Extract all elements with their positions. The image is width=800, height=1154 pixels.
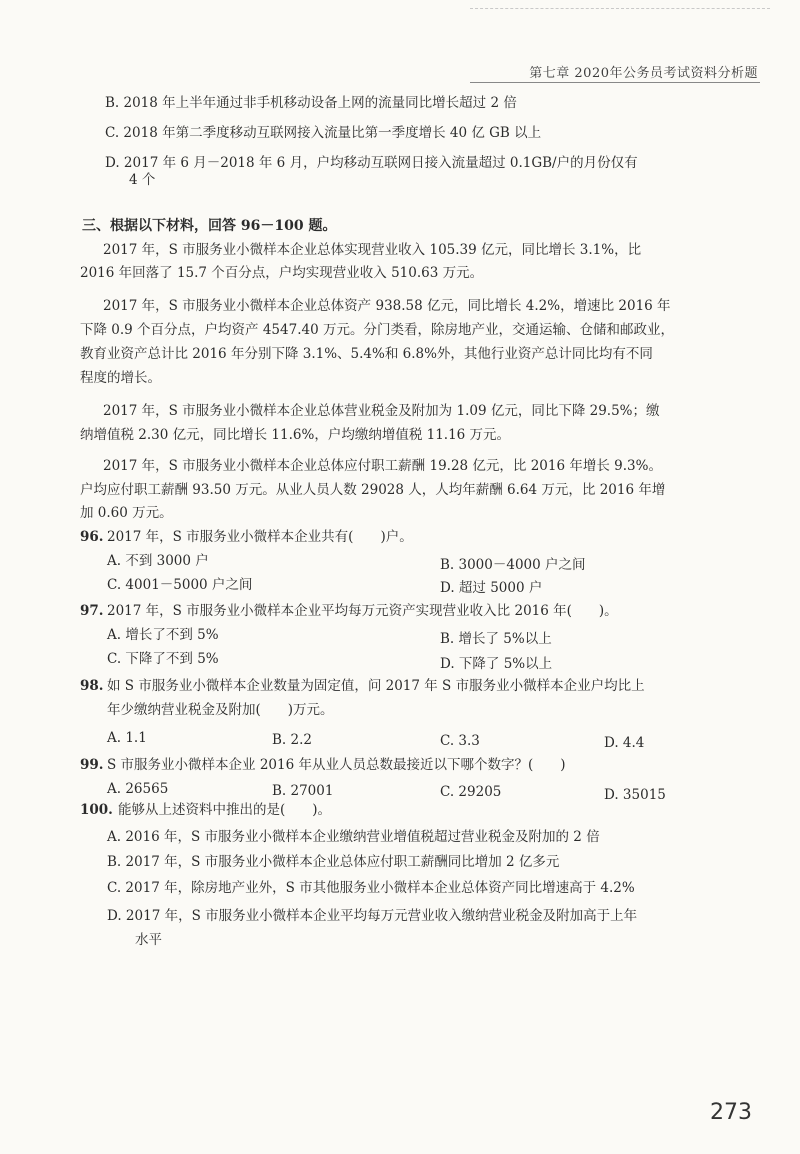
q96-option-b[interactable]: B. 3000－4000 户之间 — [440, 557, 586, 573]
material-p4-line2: 户均应付职工薪酬 93.50 万元。从业人员人数 29028 人，人均年薪酬 6.64 万元，比 2016 年增 — [80, 482, 666, 498]
material-p2-line4: 程度的增长。 — [80, 370, 161, 386]
q96-number: 96. — [80, 529, 104, 545]
prev-option-b: B. 2018 年上半年通过非手机移动设备上网的流量同比增长超过 2 倍 — [105, 95, 517, 111]
q100-number: 100. — [80, 802, 113, 818]
q99-option-a[interactable]: A. 26565 — [107, 781, 169, 797]
q98-number: 98. — [80, 678, 104, 694]
q98-stem-line1: 如 S 市服务业小微样本企业数量为固定值，问 2017 年 S 市服务业小微样本企业户均比上 — [107, 678, 645, 694]
q100-option-c[interactable]: C. 2017 年，除房地产业外，S 市其他服务业小微样本企业总体资产同比增速高于 4.2% — [107, 880, 635, 896]
q99-option-c[interactable]: C. 29205 — [440, 784, 502, 800]
material-p2-line2: 下降 0.9 个百分点，户均资产 4547.40 万元。分门类看，除房地产业，交通运输、仓储和邮政业， — [80, 322, 674, 338]
q100-stem: 能够从上述资料中推出的是( )。 — [118, 802, 332, 818]
q97-stem: 2017 年，S 市服务业小微样本企业平均每万元资产实现营业收入比 2016 年( )。 — [107, 603, 618, 619]
q97-number: 97. — [80, 603, 104, 619]
section-heading: 三、根据以下材料，回答 96－100 题。 — [82, 218, 337, 234]
prev-option-c: C. 2018 年第二季度移动互联网接入流量比第一季度增长 40 亿 GB 以上 — [105, 125, 542, 141]
q100-option-b[interactable]: B. 2017 年，S 市服务业小微样本企业总体应付职工薪酬同比增加 2 亿多元 — [107, 854, 560, 870]
q97-option-a[interactable]: A. 增长了不到 5% — [107, 627, 219, 643]
q100-option-d-cont: 水平 — [135, 932, 162, 948]
page-number: 273 — [710, 1100, 752, 1125]
header-rule — [470, 82, 760, 83]
q99-stem: S 市服务业小微样本企业 2016 年从业人员总数最接近以下哪个数字？( ) — [107, 757, 566, 773]
material-p2-line1: 2017 年，S 市服务业小微样本企业总体资产 938.58 亿元，同比增长 4.2%，增速比 2016 年 — [103, 298, 671, 314]
running-header: 第七章 2020年公务员考试资料分析题 — [529, 66, 758, 81]
q100-option-a[interactable]: A. 2016 年，S 市服务业小微样本企业缴纳营业增值税超过营业税金及附加的 2 倍 — [107, 829, 600, 845]
q98-option-c[interactable]: C. 3.3 — [440, 733, 480, 749]
q96-option-c[interactable]: C. 4001－5000 户之间 — [107, 577, 253, 593]
top-edge-rule — [470, 8, 770, 9]
q97-option-c[interactable]: C. 下降了不到 5% — [107, 651, 219, 667]
q97-option-b[interactable]: B. 增长了 5%以上 — [440, 631, 552, 647]
q99-option-d[interactable]: D. 35015 — [604, 787, 666, 803]
q96-option-d[interactable]: D. 超过 5000 户 — [440, 580, 543, 596]
q100-option-d[interactable]: D. 2017 年，S 市服务业小微样本企业平均每万元营业收入缴纳营业税金及附加高于上年 — [107, 908, 638, 924]
material-p3-line2: 纳增值税 2.30 亿元，同比增长 11.6%，户均缴纳增值税 11.16 万元。 — [80, 427, 511, 443]
q99-option-b[interactable]: B. 27001 — [272, 783, 334, 799]
q98-option-d[interactable]: D. 4.4 — [604, 735, 645, 751]
material-p1-line1: 2017 年，S 市服务业小微样本企业总体实现营业收入 105.39 亿元，同比增长 3.1%，比 — [103, 242, 642, 258]
q96-option-a[interactable]: A. 不到 3000 户 — [107, 553, 209, 569]
q99-number: 99. — [80, 757, 104, 773]
prev-option-d-cont: 4 个 — [129, 172, 156, 188]
q98-option-a[interactable]: A. 1.1 — [107, 730, 147, 746]
q98-stem-line2: 年少缴纳营业税金及附加( )万元。 — [107, 702, 334, 718]
q96-stem: 2017 年，S 市服务业小微样本企业共有( )户。 — [107, 529, 413, 545]
q98-option-b[interactable]: B. 2.2 — [272, 732, 312, 748]
prev-option-d: D. 2017 年 6 月－2018 年 6 月，户均移动互联网日接入流量超过 0.1GB/户的月份仅有 — [105, 155, 638, 171]
material-p1-line2: 2016 年回落了 15.7 个百分点，户均实现营业收入 510.63 万元。 — [80, 265, 484, 281]
material-p4-line1: 2017 年，S 市服务业小微样本企业总体应付职工薪酬 19.28 亿元，比 2016 年增长 9.3%。 — [103, 458, 662, 474]
material-p4-line3: 加 0.60 万元。 — [80, 505, 173, 521]
material-p2-line3: 教育业资产总计比 2016 年分别下降 3.1%、5.4%和 6.8%外，其他行业资产总计同比均有不同 — [80, 346, 653, 362]
material-p3-line1: 2017 年，S 市服务业小微样本企业总体营业税金及附加为 1.09 亿元，同比下降 29.5%；缴 — [103, 403, 660, 419]
q97-option-d[interactable]: D. 下降了 5%以上 — [440, 656, 553, 672]
